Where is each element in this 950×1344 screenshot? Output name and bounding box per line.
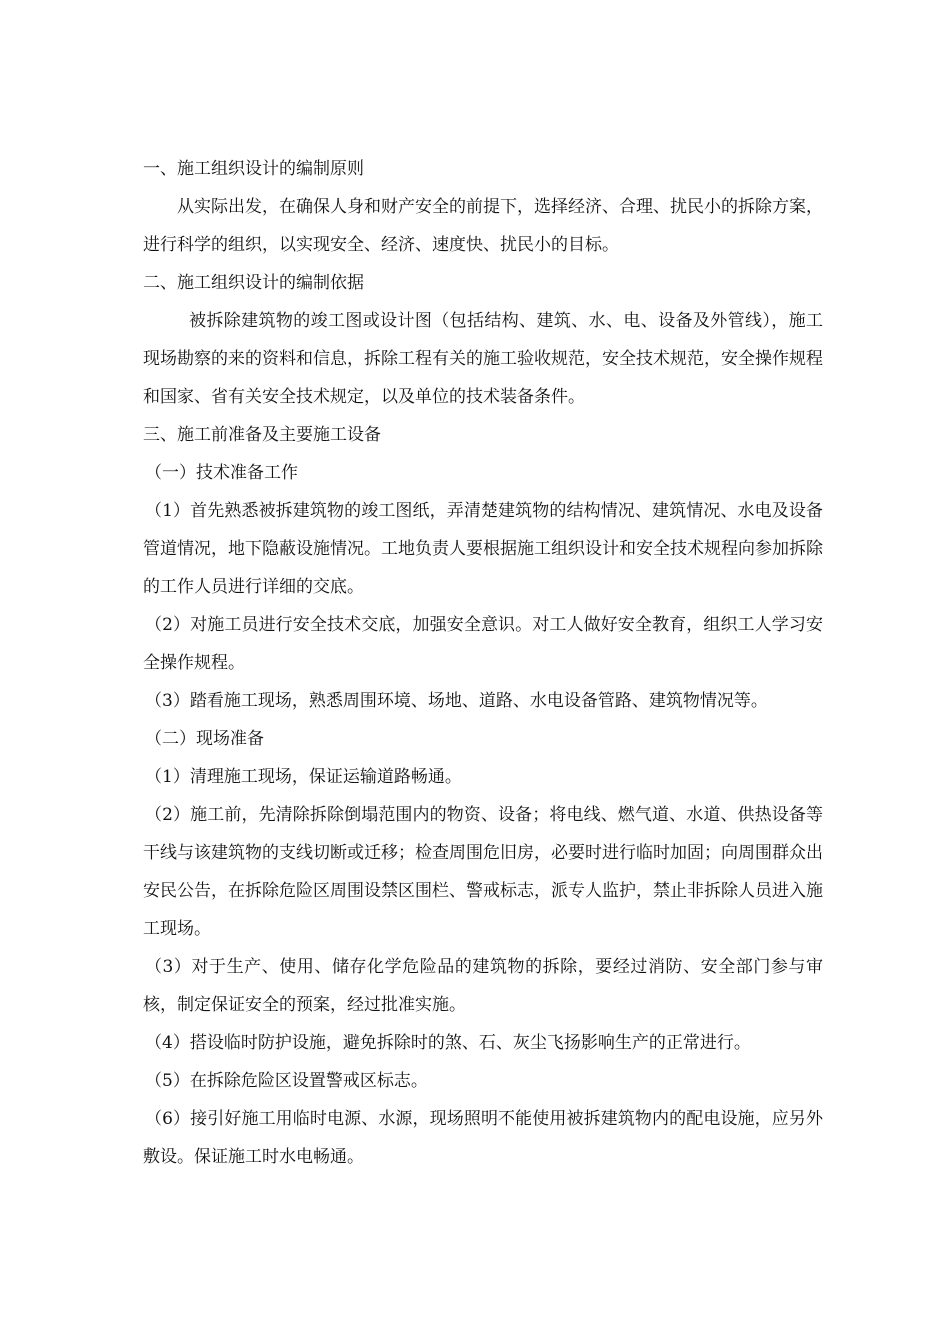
paragraph-basis: 被拆除建筑物的竣工图或设计图（包括结构、建筑、水、电、设备及外管线），施工现场勘察的来的资料和信息，拆除工程有关的施工验收规范，安全技术规范，安全操作规程和国家、省有关安全技术规定，以及单位的技术装备条件。 <box>143 311 823 407</box>
list-item-site-3: （3）对于生产、使用、储存化学危险品的建筑物的拆除，要经过消防、安全部门参与审核，制定保证安全的预案，经过批准实施。 <box>143 957 823 1015</box>
list-item-site-5: （5）在拆除危险区设置警戒区标志。 <box>145 1071 428 1091</box>
list-item-site-2: （2）施工前，先清除拆除倒塌范围内的物资、设备；将电线、燃气道、水道、供热设备等干线与该建筑物的支线切断或迁移；检查周围危旧房，必要时进行临时加固；向周围群众出安民公告，在拆除危险区周围设禁区围栏、警戒标志，派专人监护，禁止非拆除人员进入施工现场。 <box>143 805 823 939</box>
list-item-technical-2: （2）对施工员进行安全技术交底，加强安全意识。对工人做好安全教育，组织工人学习安全操作规程。 <box>143 615 823 673</box>
subsection-heading-site: （二）现场准备 <box>145 729 264 749</box>
list-item-site-4: （4）搭设临时防护设施，避免拆除时的煞、石、灰尘飞扬影响生产的正常进行。 <box>145 1033 751 1053</box>
section-heading-1: 一、施工组织设计的编制原则 <box>143 159 364 179</box>
subsection-heading-technical: （一）技术准备工作 <box>145 463 298 483</box>
paragraph-principle: 从实际出发，在确保人身和财产安全的前提下，选择经济、合理、扰民小的拆除方案，进行科学的组织，以实现安全、经济、速度快、扰民小的目标。 <box>143 197 823 255</box>
list-item-technical-1: （1）首先熟悉被拆建筑物的竣工图纸，弄清楚建筑物的结构情况、建筑情况、水电及设备管道情况，地下隐蔽设施情况。工地负责人要根据施工组织设计和安全技术规程向参加拆除的工作人员进行详细的交底。 <box>143 501 823 597</box>
section-heading-2: 二、施工组织设计的编制依据 <box>143 273 364 293</box>
list-item-site-6: （6）接引好施工用临时电源、水源，现场照明不能使用被拆建筑物内的配电设施，应另外敷设。保证施工时水电畅通。 <box>143 1109 823 1167</box>
document-body <box>143 150 823 1176</box>
list-item-site-1: （1）清理施工现场，保证运输道路畅通。 <box>145 767 462 787</box>
section-heading-3: 三、施工前准备及主要施工设备 <box>143 425 381 445</box>
list-item-technical-3: （3）踏看施工现场，熟悉周围环境、场地、道路、水电设备管路、建筑物情况等。 <box>145 691 768 711</box>
